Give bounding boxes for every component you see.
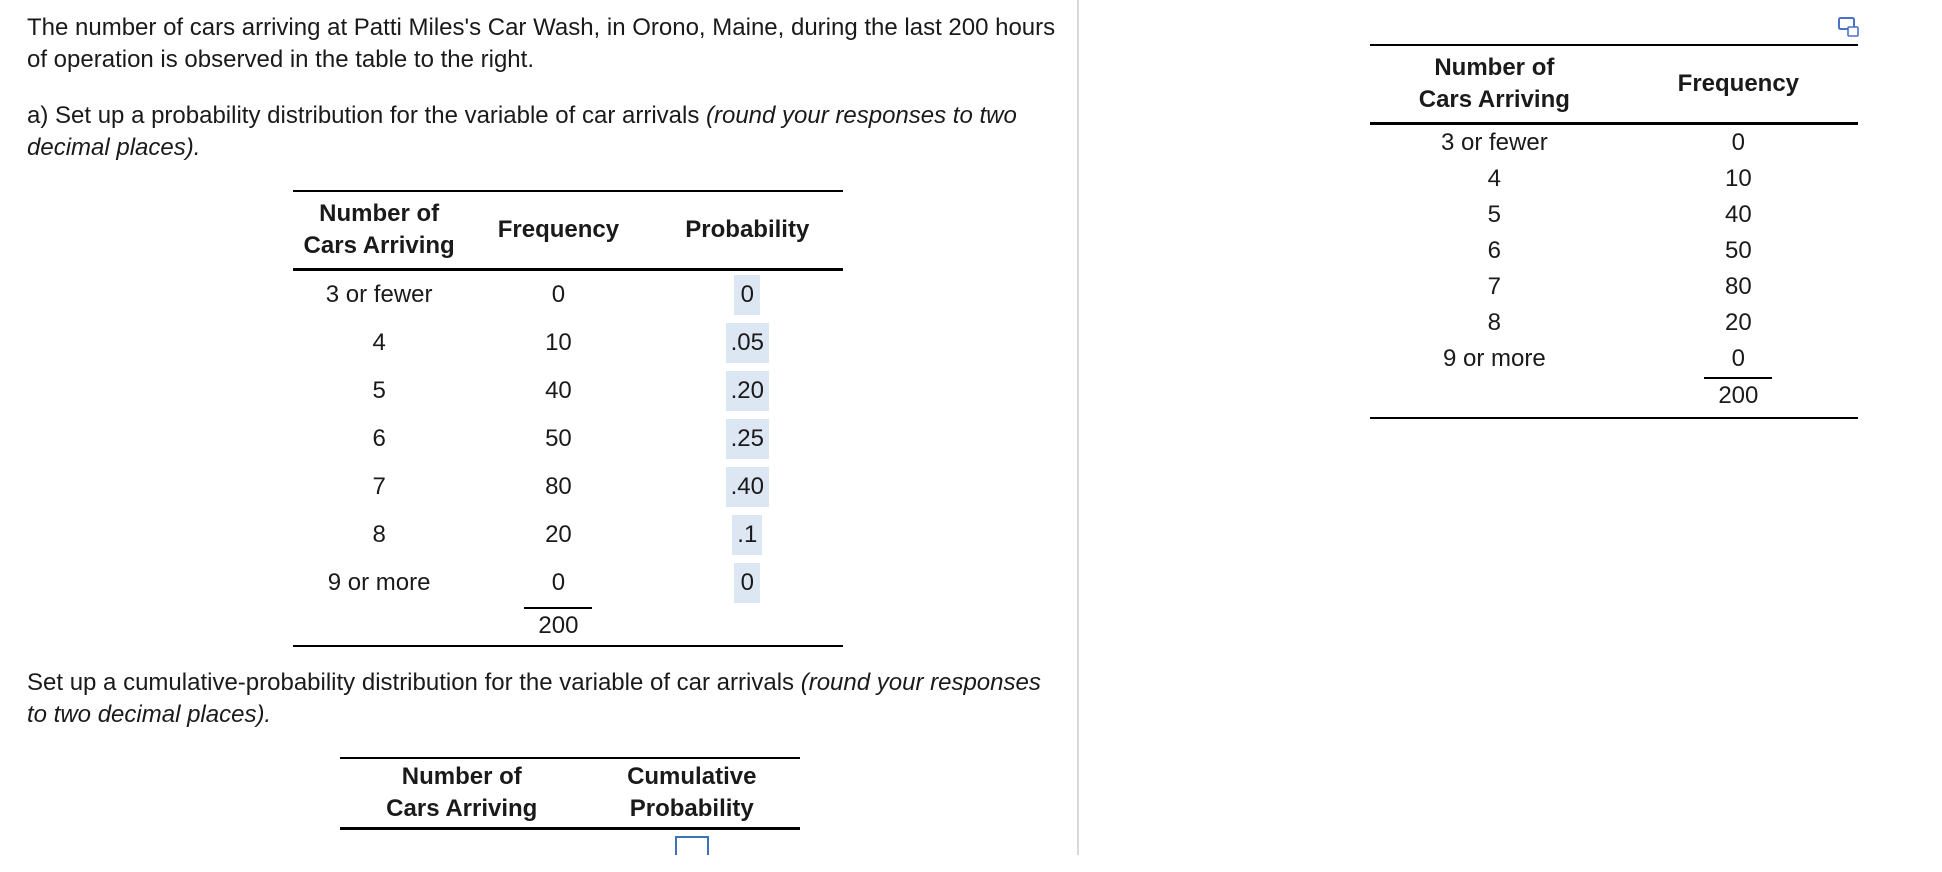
cars-cell: 9 or more xyxy=(1442,345,1546,372)
frequency-cell: 80 xyxy=(545,473,572,500)
probability-table xyxy=(293,190,843,647)
cars-cell: 5 xyxy=(1487,201,1502,228)
reference-pane xyxy=(1080,0,1942,855)
header-cars-arriving: Number of Cars Arriving xyxy=(340,758,584,829)
probability-answer[interactable]: 0 xyxy=(734,563,760,603)
cars-cell: 6 xyxy=(1487,237,1502,264)
table-row xyxy=(293,559,843,607)
probability-answer[interactable]: .1 xyxy=(732,515,762,555)
frequency-cell: 20 xyxy=(1724,309,1752,336)
probability-answer[interactable]: .05 xyxy=(726,323,769,363)
table-row xyxy=(1370,161,1858,197)
frequency-cell: 10 xyxy=(1724,165,1752,192)
cars-cell: 7 xyxy=(372,473,386,500)
cars-cell: 3 or fewer xyxy=(1440,129,1548,156)
cars-cell: 8 xyxy=(1487,309,1502,336)
cars-cell: 4 xyxy=(372,329,386,356)
reference-frequency-table xyxy=(1370,44,1858,419)
copy-to-clipboard-icon[interactable] xyxy=(1837,15,1861,39)
cumulative-probability-input[interactable] xyxy=(675,836,709,855)
frequency-cell: 0 xyxy=(551,281,566,308)
frequency-cell: 20 xyxy=(545,521,572,548)
table-row xyxy=(1370,233,1858,269)
cars-cell: 6 xyxy=(372,425,386,452)
header-probability: Probability xyxy=(652,191,843,270)
cars-cell: 4 xyxy=(1487,165,1502,192)
table-row xyxy=(293,463,843,511)
cars-cell-partial xyxy=(458,831,465,855)
part-b-hint: (round your responses to two decimal places). xyxy=(27,669,1041,728)
table-row xyxy=(1370,341,1858,377)
probability-answer[interactable]: 0 xyxy=(734,275,760,315)
pane-divider[interactable] xyxy=(1077,0,1079,855)
table-row xyxy=(1370,305,1858,341)
frequency-cell: 50 xyxy=(1724,237,1752,264)
probability-answer[interactable]: .25 xyxy=(726,419,769,459)
cars-cell: 3 or fewer xyxy=(325,281,433,308)
cars-cell: 9 or more xyxy=(327,569,431,596)
table-row xyxy=(1370,197,1858,233)
table-row xyxy=(293,415,843,463)
part-a-hint: (round your responses to two decimal places). xyxy=(27,102,1017,161)
probability-answer[interactable]: .20 xyxy=(726,371,769,411)
cars-cell: 7 xyxy=(1487,273,1502,300)
table-row xyxy=(1370,269,1858,305)
part-b-text: Set up a cumulative-probability distribution for the variable of car arrivals xyxy=(27,669,801,696)
frequency-total: 200 xyxy=(1704,377,1772,409)
frequency-cell: 50 xyxy=(545,425,572,452)
frequency-cell: 80 xyxy=(1724,273,1752,300)
header-cars-arriving: Number of Cars Arriving xyxy=(293,191,465,270)
probability-answer[interactable]: .40 xyxy=(726,467,769,507)
frequency-cell: 10 xyxy=(545,329,572,356)
part-a-prompt xyxy=(27,100,1067,164)
cumulative-probability-table xyxy=(340,757,800,855)
part-b-prompt xyxy=(27,667,1067,731)
frequency-cell: 0 xyxy=(1731,129,1746,156)
part-a-text: a) Set up a probability distribution for the variable of car arrivals xyxy=(27,102,706,129)
intro-text: The number of cars arriving at Patti Miles's Car Wash, in Orono, Maine, during the last 200 hours of operation is observed in the table to the right. xyxy=(27,14,1056,73)
problem-intro xyxy=(27,12,1067,76)
cars-cell: 8 xyxy=(372,521,386,548)
frequency-cell: 0 xyxy=(551,569,566,596)
header-frequency: Frequency xyxy=(1619,45,1858,124)
header-cumulative-probability: Cumulative Probability xyxy=(584,758,800,829)
frequency-cell: 40 xyxy=(545,377,572,404)
cars-cell: 5 xyxy=(372,377,386,404)
frequency-cell: 0 xyxy=(1731,345,1746,372)
table-row xyxy=(293,270,843,320)
header-frequency: Frequency xyxy=(465,191,651,270)
total-row xyxy=(1370,377,1858,418)
total-row xyxy=(293,607,843,646)
header-cars-arriving: Number of Cars Arriving xyxy=(1370,45,1619,124)
table-row xyxy=(1370,124,1858,162)
frequency-cell: 40 xyxy=(1724,201,1752,228)
table-row xyxy=(340,829,800,856)
table-row xyxy=(293,511,843,559)
frequency-total: 200 xyxy=(524,607,592,639)
table-row xyxy=(293,319,843,367)
table-row xyxy=(293,367,843,415)
